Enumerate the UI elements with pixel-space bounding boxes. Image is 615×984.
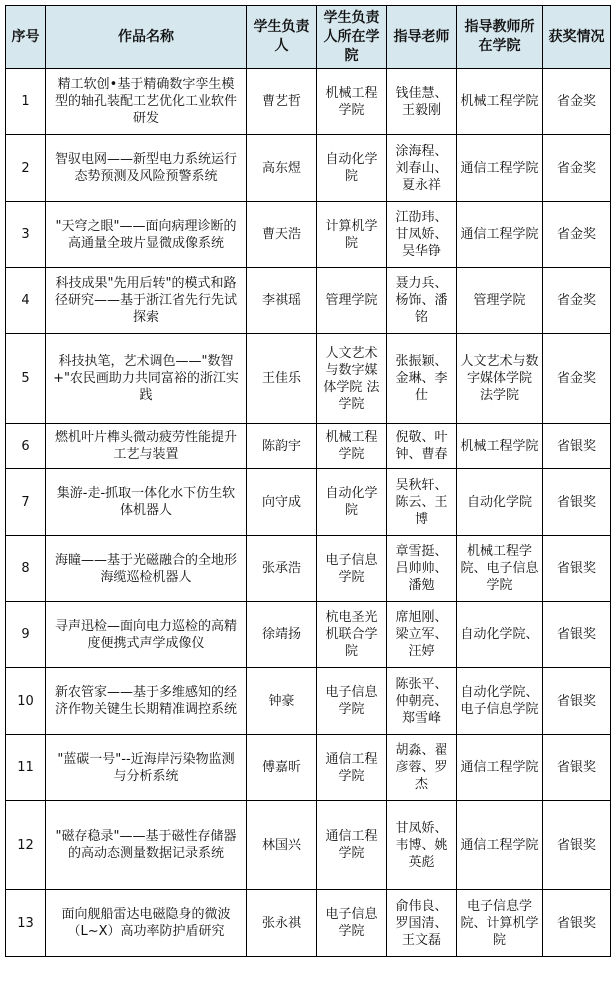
row-leader-school: 自动化学院 bbox=[317, 135, 387, 202]
row-leader-school: 自动化学院 bbox=[317, 469, 387, 536]
row-advisor-school: 通信工程学院 bbox=[457, 735, 543, 801]
row-leader: 张永祺 bbox=[247, 890, 317, 957]
row-leader-school: 人文艺术与数字媒体学院 法学院 bbox=[317, 334, 387, 424]
row-advisors: 甘凤娇、韦博、姚英彪 bbox=[387, 801, 457, 890]
header-award: 获奖情况 bbox=[543, 6, 611, 69]
row-index: 4 bbox=[6, 268, 46, 334]
row-advisors: 胡淼、翟彦蓉、罗杰 bbox=[387, 735, 457, 801]
row-advisors: 席旭刚、梁立军、汪婷 bbox=[387, 602, 457, 668]
row-title: 科技成果"先用后转"的模式和路径研究——基于浙江省先行先试探索 bbox=[46, 268, 247, 334]
row-award: 省金奖 bbox=[543, 334, 611, 424]
row-advisor-school: 电子信息学院、计算机学院 bbox=[457, 890, 543, 957]
row-award: 省银奖 bbox=[543, 536, 611, 602]
header-leader-school: 学生负责人所在学院 bbox=[317, 6, 387, 69]
row-advisor-school: 通信工程学院 bbox=[457, 202, 543, 268]
row-advisors: 钱佳慧、王毅刚 bbox=[387, 69, 457, 135]
row-award: 省银奖 bbox=[543, 602, 611, 668]
row-leader: 钟豪 bbox=[247, 668, 317, 735]
row-advisors: 涂海程、刘春山、夏永祥 bbox=[387, 135, 457, 202]
row-leader-school: 通信工程学院 bbox=[317, 735, 387, 801]
row-advisor-school: 自动化学院、 bbox=[457, 602, 543, 668]
row-leader: 林国兴 bbox=[247, 801, 317, 890]
header-row bbox=[6, 6, 611, 69]
row-leader-school: 管理学院 bbox=[317, 268, 387, 334]
row-award: 省银奖 bbox=[543, 668, 611, 735]
row-advisor-school: 通信工程学院 bbox=[457, 135, 543, 202]
table-row bbox=[6, 202, 611, 268]
row-award: 省金奖 bbox=[543, 202, 611, 268]
row-title: 面向舰船雷达电磁隐身的微波（L~X）高功率防护盾研究 bbox=[46, 890, 247, 957]
table-row bbox=[6, 135, 611, 202]
table-row bbox=[6, 890, 611, 957]
row-advisor-school: 通信工程学院 bbox=[457, 801, 543, 890]
row-advisors: 陈张平、仲朝亮、郑雪峰 bbox=[387, 668, 457, 735]
table-row bbox=[6, 424, 611, 469]
row-title: 新农管家——基于多维感知的经济作物关键生长期精准调控系统 bbox=[46, 668, 247, 735]
row-award: 省银奖 bbox=[543, 735, 611, 801]
row-award: 省金奖 bbox=[543, 69, 611, 135]
row-title: 燃机叶片榫头微动疲劳性能提升工艺与装置 bbox=[46, 424, 247, 469]
row-advisor-school: 人文艺术与数字媒体学院 法学院 bbox=[457, 334, 543, 424]
row-index: 10 bbox=[6, 668, 46, 735]
row-index: 9 bbox=[6, 602, 46, 668]
header-advisors: 指导老师 bbox=[387, 6, 457, 69]
table-row bbox=[6, 268, 611, 334]
row-index: 11 bbox=[6, 735, 46, 801]
row-leader-school: 电子信息学院 bbox=[317, 668, 387, 735]
row-title: "磁存稳录"——基于磁性存储器的高动态测量数据记录系统 bbox=[46, 801, 247, 890]
header-index: 序号 bbox=[6, 6, 46, 69]
row-title: 集游-走-抓取一体化水下仿生软体机器人 bbox=[46, 469, 247, 536]
row-index: 2 bbox=[6, 135, 46, 202]
row-advisors: 张振颖、金琳、李仕 bbox=[387, 334, 457, 424]
row-index: 7 bbox=[6, 469, 46, 536]
row-award: 省银奖 bbox=[543, 469, 611, 536]
row-leader: 高东煜 bbox=[247, 135, 317, 202]
row-title: 海瞳——基于光磁融合的全地形海缆巡检机器人 bbox=[46, 536, 247, 602]
table-row bbox=[6, 602, 611, 668]
row-leader: 向守成 bbox=[247, 469, 317, 536]
row-title: 科技执笔，艺术调色——"数智+"农民画助力共同富裕的浙江实践 bbox=[46, 334, 247, 424]
table-row bbox=[6, 668, 611, 735]
table-row bbox=[6, 69, 611, 135]
row-advisor-school: 机械工程学院 bbox=[457, 424, 543, 469]
header-advisor-school: 指导教师所在学院 bbox=[457, 6, 543, 69]
row-leader: 李祺瑶 bbox=[247, 268, 317, 334]
row-leader-school: 机械工程学院 bbox=[317, 424, 387, 469]
table-row bbox=[6, 735, 611, 801]
row-award: 省金奖 bbox=[543, 135, 611, 202]
row-index: 13 bbox=[6, 890, 46, 957]
row-leader: 曹天浩 bbox=[247, 202, 317, 268]
row-leader: 傅嘉昕 bbox=[247, 735, 317, 801]
row-leader: 张承浩 bbox=[247, 536, 317, 602]
header-leader: 学生负责人 bbox=[247, 6, 317, 69]
row-leader-school: 电子信息学院 bbox=[317, 536, 387, 602]
row-leader-school: 通信工程学院 bbox=[317, 801, 387, 890]
table-row bbox=[6, 536, 611, 602]
row-leader: 王佳乐 bbox=[247, 334, 317, 424]
row-advisors: 江劭玮、甘凤娇、吴华铮 bbox=[387, 202, 457, 268]
row-advisors: 章雪挺、吕帅帅、潘勉 bbox=[387, 536, 457, 602]
row-leader-school: 机械工程学院 bbox=[317, 69, 387, 135]
row-award: 省银奖 bbox=[543, 424, 611, 469]
row-index: 1 bbox=[6, 69, 46, 135]
header-title: 作品名称 bbox=[46, 6, 247, 69]
row-title: "蓝碳一号"--近海岸污染物监测与分析系统 bbox=[46, 735, 247, 801]
row-leader-school: 杭电圣光机联合学院 bbox=[317, 602, 387, 668]
row-advisor-school: 管理学院 bbox=[457, 268, 543, 334]
row-advisors: 倪敬、叶钟、曹春 bbox=[387, 424, 457, 469]
row-leader-school: 电子信息学院 bbox=[317, 890, 387, 957]
row-award: 省金奖 bbox=[543, 268, 611, 334]
row-title: 智驭电网——新型电力系统运行态势预测及风险预警系统 bbox=[46, 135, 247, 202]
row-advisor-school: 机械工程学院、电子信息学院 bbox=[457, 536, 543, 602]
row-leader: 徐靖扬 bbox=[247, 602, 317, 668]
row-title: 寻声迅检—面向电力巡检的高精度便携式声学成像仪 bbox=[46, 602, 247, 668]
row-title: "天穹之眼"——面向病理诊断的高通量全玻片显微成像系统 bbox=[46, 202, 247, 268]
row-advisors: 聂力兵、杨饰、潘铭 bbox=[387, 268, 457, 334]
row-index: 6 bbox=[6, 424, 46, 469]
row-leader: 曹艺哲 bbox=[247, 69, 317, 135]
row-award: 省银奖 bbox=[543, 801, 611, 890]
row-advisor-school: 自动化学院、电子信息学院 bbox=[457, 668, 543, 735]
table-row bbox=[6, 469, 611, 536]
row-award: 省银奖 bbox=[543, 890, 611, 957]
table-row bbox=[6, 801, 611, 890]
row-index: 5 bbox=[6, 334, 46, 424]
row-advisors: 俞伟良、罗国清、王文磊 bbox=[387, 890, 457, 957]
row-index: 3 bbox=[6, 202, 46, 268]
row-advisors: 吴秋轩、陈云、王博 bbox=[387, 469, 457, 536]
row-index: 8 bbox=[6, 536, 46, 602]
row-leader-school: 计算机学院 bbox=[317, 202, 387, 268]
row-leader: 陈韵宇 bbox=[247, 424, 317, 469]
table-row bbox=[6, 334, 611, 424]
row-title: 精工软创•基于精确数字孪生模型的轴孔装配工艺优化工业软件研发 bbox=[46, 69, 247, 135]
row-advisor-school: 机械工程学院 bbox=[457, 69, 543, 135]
row-advisor-school: 自动化学院 bbox=[457, 469, 543, 536]
awards-table bbox=[5, 5, 611, 957]
row-index: 12 bbox=[6, 801, 46, 890]
